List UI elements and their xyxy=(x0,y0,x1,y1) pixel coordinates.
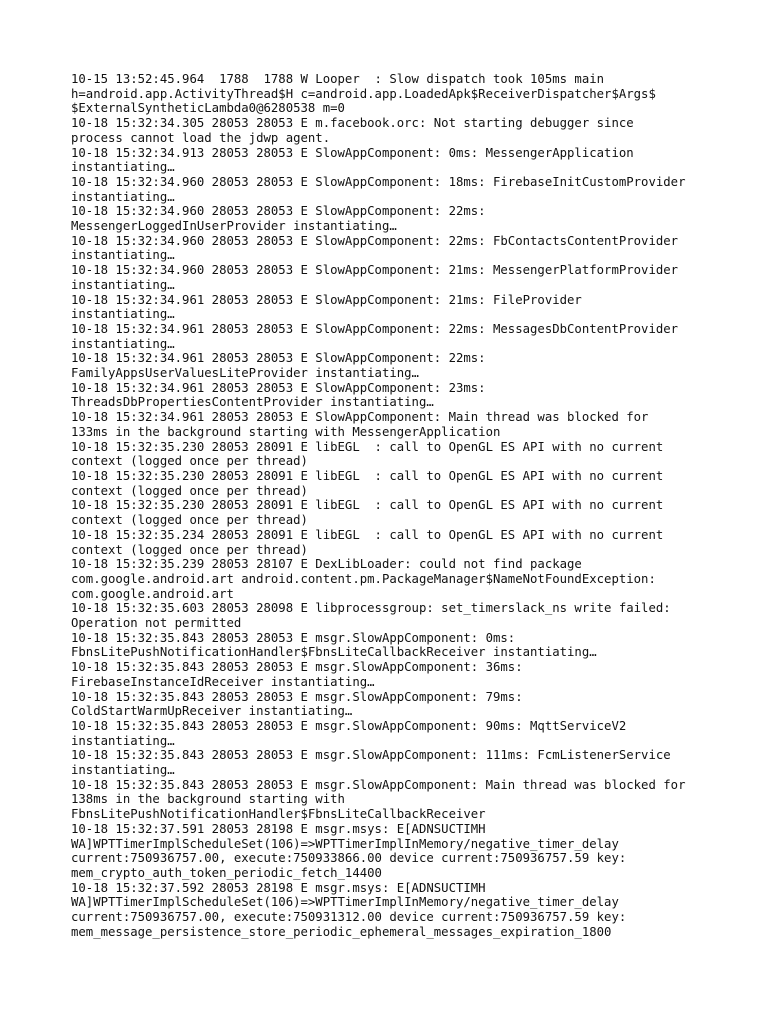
log-line: 10-18 15:32:35.234 28053 28091 E libEGL : call to OpenGL ES API with no current xyxy=(71,527,664,542)
log-line: 133ms in the background starting with MessengerApplication xyxy=(71,424,501,439)
log-line: 10-18 15:32:34.960 28053 28053 E SlowAppComponent: 22ms: FbContactsContentProvider xyxy=(71,233,679,248)
log-line: WA]WPTTimerImplScheduleSet(106)=>WPTTimerImplInMemory/negative_timer_delay xyxy=(71,895,619,910)
log-line: 10-18 15:32:37.592 28053 28198 E msgr.msys: E[ADNSUCTIMH xyxy=(71,880,486,895)
log-line: instantiating… xyxy=(71,733,175,748)
log-line: instantiating… xyxy=(71,307,175,322)
log-line: instantiating… xyxy=(71,160,175,175)
log-line: 10-18 15:32:37.591 28053 28198 E msgr.msys: E[ADNSUCTIMH xyxy=(71,821,486,836)
log-line: FirebaseInstanceIdReceiver instantiating… xyxy=(71,674,375,689)
log-line: 10-18 15:32:34.960 28053 28053 E SlowAppComponent: 18ms: FirebaseInitCustomProvider xyxy=(71,174,686,189)
log-line: Operation not permitted xyxy=(71,616,242,631)
log-line: process cannot load the jdwp agent. xyxy=(71,130,331,145)
log-line: ColdStartWarmUpReceiver instantiating… xyxy=(71,704,353,719)
log-line: context (logged once per thread) xyxy=(71,513,308,528)
log-line: 10-18 15:32:34.961 28053 28053 E SlowAppComponent: 21ms: FileProvider xyxy=(71,292,582,307)
log-line: $ExternalSyntheticLambda0@6280538 m=0 xyxy=(71,101,345,116)
log-line: context (logged once per thread) xyxy=(71,542,308,557)
log-line: 10-18 15:32:35.843 28053 28053 E msgr.SlowAppComponent: 111ms: FcmListenerService xyxy=(71,748,671,763)
log-document xyxy=(71,72,711,939)
log-line: WA]WPTTimerImplScheduleSet(106)=>WPTTimerImplInMemory/negative_timer_delay xyxy=(71,836,619,851)
log-line: FbnsLitePushNotificationHandler$FbnsLiteCallbackReceiver instantiating… xyxy=(71,645,597,660)
log-line: instantiating… xyxy=(71,189,175,204)
log-line: instantiating… xyxy=(71,248,175,263)
log-line: MessengerLoggedInUserProvider instantiating… xyxy=(71,219,397,234)
log-line: 10-18 15:32:34.960 28053 28053 E SlowAppComponent: 22ms: xyxy=(71,204,486,219)
log-line: 10-18 15:32:35.230 28053 28091 E libEGL : call to OpenGL ES API with no current xyxy=(71,439,664,454)
log-line: 10-18 15:32:34.961 28053 28053 E SlowAppComponent: 22ms: xyxy=(71,351,486,366)
log-line: context (logged once per thread) xyxy=(71,454,308,469)
log-line: 10-18 15:32:35.843 28053 28053 E msgr.SlowAppComponent: 36ms: xyxy=(71,660,523,675)
log-line: current:750936757.00, execute:750933866.00 device current:750936757.59 key: xyxy=(71,851,627,866)
log-line: instantiating… xyxy=(71,277,175,292)
log-line: 10-18 15:32:35.603 28053 28098 E libprocessgroup: set_timerslack_ns write failed: xyxy=(71,601,671,616)
log-line: mem_crypto_auth_token_periodic_fetch_14400 xyxy=(71,865,382,880)
log-line: 10-18 15:32:34.960 28053 28053 E SlowAppComponent: 21ms: MessengerPlatformProvider xyxy=(71,263,679,278)
log-line: h=android.app.ActivityThread$H c=android.app.LoadedApk$ReceiverDispatcher$Args$ xyxy=(71,86,656,101)
log-line: 10-18 15:32:35.230 28053 28091 E libEGL : call to OpenGL ES API with no current xyxy=(71,468,664,483)
log-line: com.google.android.art xyxy=(71,586,234,601)
log-line: 10-18 15:32:34.913 28053 28053 E SlowAppComponent: 0ms: MessengerApplication xyxy=(71,145,634,160)
log-line: 10-18 15:32:35.843 28053 28053 E msgr.SlowAppComponent: Main thread was blocked for xyxy=(71,777,686,792)
log-line: com.google.android.art android.content.pm.PackageManager$NameNotFoundException: xyxy=(71,571,656,586)
log-line: 10-15 13:52:45.964 1788 1788 W Looper : Slow dispatch took 105ms main xyxy=(71,72,605,86)
log-line: 138ms in the background starting with xyxy=(71,792,345,807)
log-line: mem_message_persistence_store_periodic_ephemeral_messages_expiration_1800 xyxy=(71,924,612,939)
log-line: 10-18 15:32:35.843 28053 28053 E msgr.SlowAppComponent: 90ms: MqttServiceV2 xyxy=(71,718,627,733)
log-line: ThreadsDbPropertiesContentProvider instantiating… xyxy=(71,395,434,410)
log-line: 10-18 15:32:34.961 28053 28053 E SlowAppComponent: Main thread was blocked for xyxy=(71,410,649,425)
log-line: 10-18 15:32:35.843 28053 28053 E msgr.SlowAppComponent: 0ms: xyxy=(71,630,516,645)
log-line: FbnsLitePushNotificationHandler$FbnsLiteCallbackReceiver xyxy=(71,807,486,822)
log-line: instantiating… xyxy=(71,763,175,778)
log-line: 10-18 15:32:34.305 28053 28053 E m.facebook.orc: Not starting debugger since xyxy=(71,116,634,131)
log-line: context (logged once per thread) xyxy=(71,483,308,498)
log-line: 10-18 15:32:35.843 28053 28053 E msgr.SlowAppComponent: 79ms: xyxy=(71,689,523,704)
log-line: 10-18 15:32:34.961 28053 28053 E SlowAppComponent: 22ms: MessagesDbContentProvider xyxy=(71,321,679,336)
log-line: 10-18 15:32:34.961 28053 28053 E SlowAppComponent: 23ms: xyxy=(71,380,486,395)
log-line: FamilyAppsUserValuesLiteProvider instantiating… xyxy=(71,366,419,381)
log-line: 10-18 15:32:35.239 28053 28107 E DexLibLoader: could not find package xyxy=(71,557,582,572)
log-line: 10-18 15:32:35.230 28053 28091 E libEGL : call to OpenGL ES API with no current xyxy=(71,498,664,513)
log-line: current:750936757.00, execute:750931312.00 device current:750936757.59 key: xyxy=(71,910,627,925)
log-line: instantiating… xyxy=(71,336,175,351)
